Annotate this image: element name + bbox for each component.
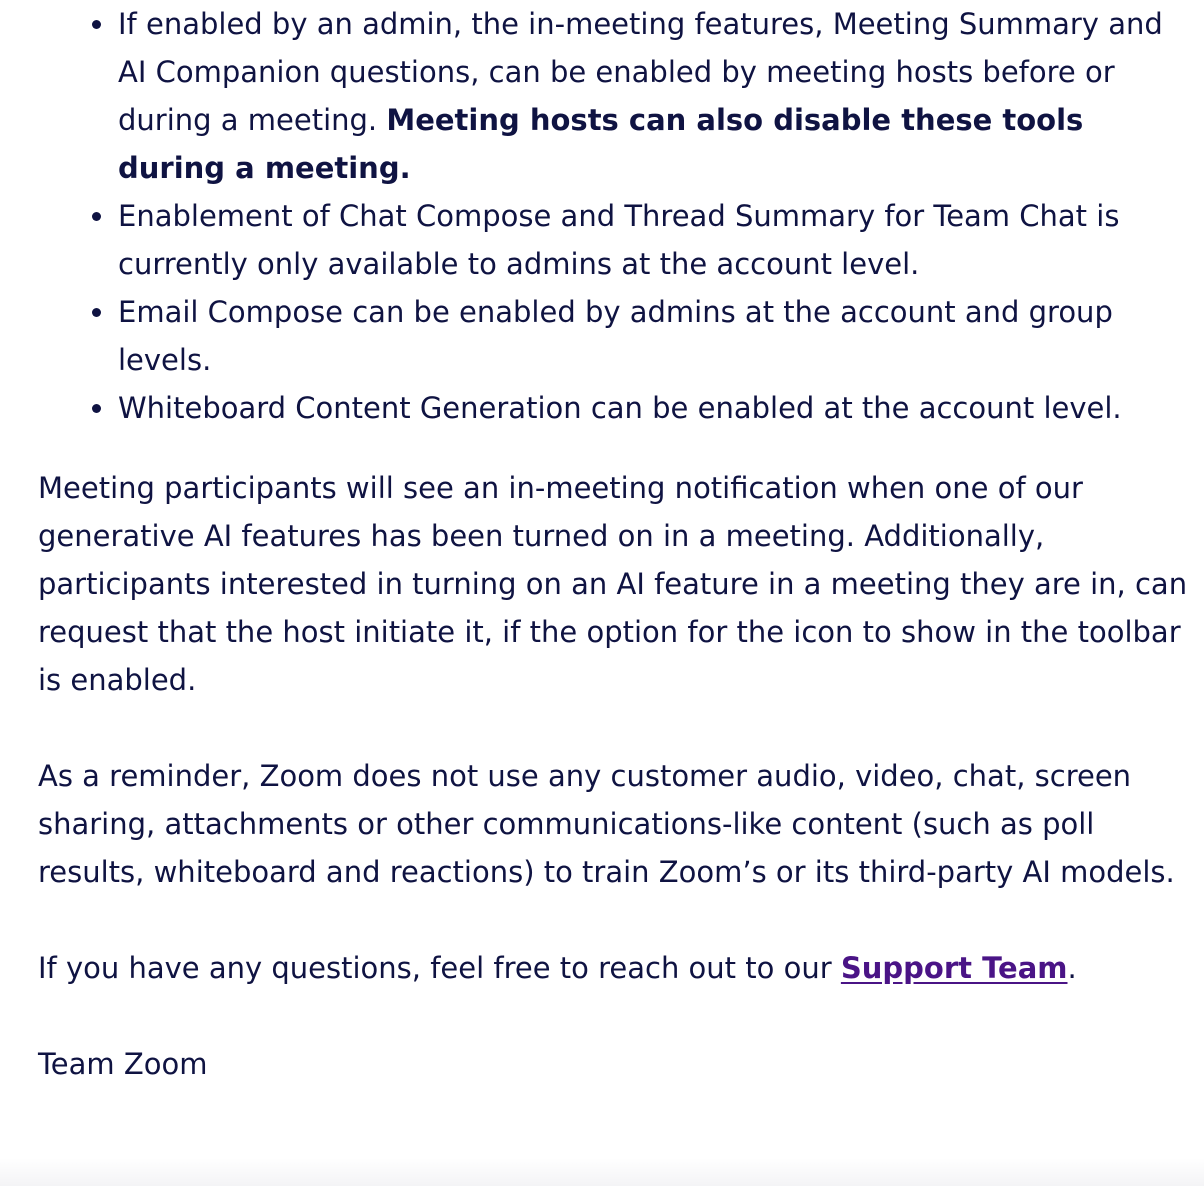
bullet-text: Email Compose can be enabled by admins at the account and group levels. [118,295,1113,377]
notification-paragraph: Meeting participants will see an in-meeting notification when one of our generative AI features has been turned on in a meeting. Additionally, participants interested in turning on an AI feature in a meeting they are in, can request that the host initiate it, if the option for the icon to show in the toolbar is enabled. [38,471,1188,697]
bullet-text: Enablement of Chat Compose and Thread Summary for Team Chat is currently only available to admins at the account level. [118,199,1120,281]
list-item [118,384,1188,432]
support-team-link[interactable]: Support Team [840,951,1068,985]
questions-paragraph [38,944,1188,992]
bullet-bold-text: Meeting hosts can also disable these tools during a meeting. [118,103,1084,185]
bullet-text: Whiteboard Content Generation can be enabled at the account level. [118,391,1122,425]
bottom-shade [0,1158,1204,1186]
reminder-paragraph: As a reminder, Zoom does not use any customer audio, video, chat, screen sharing, attachments or other communications-like content (such as poll results, whiteboard and reactions) to train Zoom’s or its third-party AI models. [38,759,1175,889]
email-body [38,0,1188,1088]
feature-enablement-list [38,0,1188,432]
questions-suffix: . [1067,951,1077,985]
list-item [118,0,1188,192]
list-item [118,192,1188,288]
questions-prefix: If you have any questions, feel free to reach out to our [38,951,841,985]
bullet-text: If enabled by an admin, the in-meeting features, Meeting Summary and AI Companion questions, can be enabled by meeting hosts before or during a meeting. [118,7,1163,137]
signoff: Team Zoom [38,1047,208,1081]
list-item [118,288,1188,384]
